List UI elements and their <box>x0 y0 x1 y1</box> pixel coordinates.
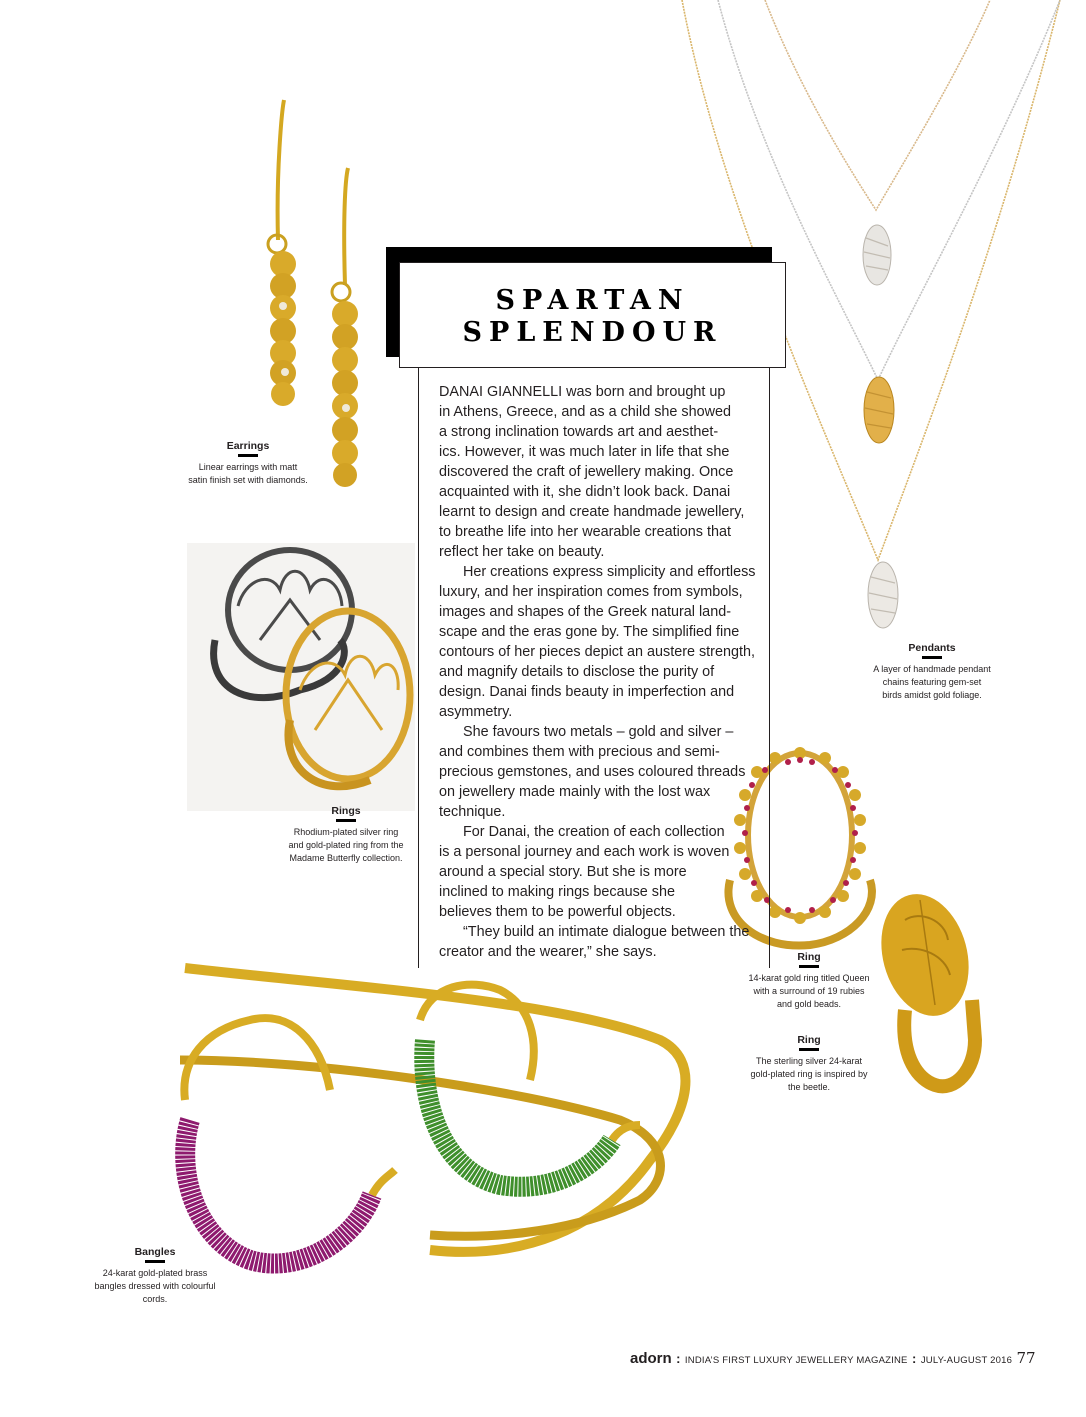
article-line: ics. However, it was much later in life that she <box>439 444 730 460</box>
caption-text: Madame Butterfly collection. <box>289 853 403 863</box>
article-line: is a personal journey and each work is woven <box>439 844 730 860</box>
article-line: luxury, and her inspiration comes from symbols, <box>439 584 743 600</box>
caption-text: with a surround of 19 rubies <box>753 986 865 996</box>
caption-title: Pendants <box>908 642 956 654</box>
article-line: acquainted with it, she didn’t look back. Danai <box>439 484 731 500</box>
caption-text: 14-karat gold ring titled Queen <box>748 973 870 983</box>
article-line: She favours two metals – gold and silver – <box>463 724 734 740</box>
article-line: asymmetry. <box>439 704 513 720</box>
article-line: images and shapes of the Greek natural land- <box>439 604 731 620</box>
caption-rule <box>799 965 819 968</box>
caption-ring-beetle <box>734 1034 884 1094</box>
bangle-purple-cord <box>184 1018 395 1263</box>
article-line: creator and the wearer,” she says. <box>439 944 657 960</box>
article-line: and combines them with precious and semi- <box>439 744 720 760</box>
caption-text: and gold-plated ring from the <box>288 840 404 850</box>
article-line: Her creations express simplicity and effortless <box>463 564 756 580</box>
article-line: believes them to be powerful objects. <box>439 904 676 920</box>
article-line: a strong inclination towards art and aesthet- <box>439 424 719 440</box>
article-line: on jewellery made mainly with the lost wax <box>439 784 711 800</box>
article-line: precious gemstones, and uses coloured threads <box>439 764 746 780</box>
article-line: For Danai, the creation of each collection <box>463 824 725 840</box>
caption-text: Linear earrings with matt <box>198 462 298 472</box>
caption-title: Bangles <box>134 1246 176 1258</box>
article-line: technique. <box>439 804 506 820</box>
article-line: contours of her pieces depict an austere strength, <box>439 644 755 660</box>
caption-rule <box>922 656 942 659</box>
article-line: DANAI GIANNELLI was born and brought up <box>439 384 726 400</box>
caption-text: The sterling silver 24-karat <box>755 1056 863 1066</box>
article-body <box>439 382 761 962</box>
caption-text: 24-karat gold-plated brass <box>102 1268 208 1278</box>
article-line: “They build an intimate dialogue between the <box>463 924 750 940</box>
caption-text: satin finish set with diamonds. <box>188 475 308 485</box>
caption-rings <box>276 805 416 865</box>
caption-text: and gold beads. <box>776 999 842 1009</box>
footer-separator: : <box>676 1351 681 1366</box>
caption-earrings <box>178 440 318 487</box>
caption-text: A layer of handmade pendant <box>873 664 991 674</box>
caption-pendants <box>862 642 1002 702</box>
article-line: to breathe life into her wearable creations that <box>439 524 731 540</box>
article-line: discovered the craft of jewellery making. Once <box>439 464 734 480</box>
caption-text: the beetle. <box>787 1082 831 1092</box>
footer-issue: JULY-AUGUST 2016 <box>920 1355 1013 1366</box>
article-line: learnt to design and create handmade jewellery, <box>439 504 745 520</box>
article-line: reflect her take on beauty. <box>439 544 605 560</box>
article-line: in Athens, Greece, and as a child she showed <box>439 404 731 420</box>
caption-text: birds amidst gold foliage. <box>882 690 982 700</box>
title-line-1: SPARTAN <box>495 285 690 316</box>
title-line-2: SPLENDOUR <box>462 317 723 348</box>
article-line: design. Danai finds beauty in imperfection and <box>439 684 735 700</box>
caption-text: chains featuring gem-set <box>882 677 982 687</box>
caption-title: Earrings <box>226 440 270 452</box>
footer-brand: adorn <box>630 1350 672 1367</box>
caption-text: cords. <box>142 1294 168 1304</box>
article-line: and magnify details to disclose the purity of <box>439 664 715 680</box>
caption-rule <box>238 454 258 457</box>
caption-rule <box>799 1048 819 1051</box>
caption-ring-queen <box>734 951 884 1011</box>
caption-text: bangles dressed with colourful <box>94 1281 216 1291</box>
caption-title: Ring <box>797 1034 821 1046</box>
article-line: scape and the eras gone by. The simplified fine <box>439 624 740 640</box>
article-line: inclined to making rings because she <box>439 884 675 900</box>
title-box <box>399 262 786 368</box>
caption-title: Rings <box>331 805 361 817</box>
article-line: around a special story. But she is more <box>439 864 687 880</box>
page-number: 77 <box>1016 1349 1036 1367</box>
caption-title: Ring <box>797 951 821 963</box>
caption-rule <box>145 1260 165 1263</box>
footer-separator: : <box>912 1351 917 1366</box>
caption-bangles <box>85 1246 225 1306</box>
page-footer <box>630 1349 1036 1368</box>
caption-text: Rhodium-plated silver ring <box>293 827 399 837</box>
caption-text: gold-plated ring is inspired by <box>750 1069 868 1079</box>
footer-tagline: INDIA’S FIRST LUXURY JEWELLERY MAGAZINE <box>684 1355 908 1366</box>
caption-rule <box>336 819 356 822</box>
